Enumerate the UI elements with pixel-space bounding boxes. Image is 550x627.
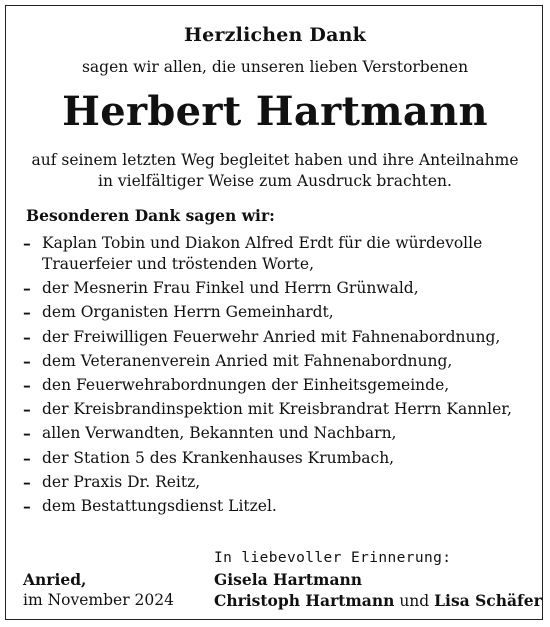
dash-icon: –: [23, 303, 31, 323]
dash-icon: –: [23, 234, 31, 253]
list-item-text: dem Bestattungsdienst Litzel.: [42, 496, 277, 515]
list-item-text: der Mesnerin Frau Finkel und Herrn Grünwald,: [42, 279, 419, 298]
list-item-text: den Feuerwehrabordnungen der Einheitsgemeinde,: [42, 375, 450, 394]
list-item: [20, 351, 540, 372]
thanks-message: [0, 150, 550, 192]
signer-and: und: [399, 592, 430, 610]
signer-1: Gisela Hartmann: [214, 570, 363, 589]
place-label: Anried,: [23, 570, 87, 589]
signer-2b: Lisa Schäfer: [434, 591, 542, 610]
heading-subtitle: sagen wir allen, die unseren lieben Verstorbenen: [81, 58, 469, 76]
dash-icon: –: [23, 327, 31, 347]
list-item-text: der Praxis Dr. Reitz,: [42, 472, 201, 491]
thanks-list: [20, 233, 540, 520]
list-item: [20, 375, 540, 396]
memory-label: In liebevoller Erinnerung:: [214, 550, 452, 566]
list-item-text: Kaplan Tobin und Diakon Alfred Erdt für die würdevolle: [42, 234, 483, 252]
list-item-text: Trauerfeier und tröstenden Worte,: [42, 255, 315, 273]
signer-2a: Christoph Hartmann: [214, 591, 395, 610]
list-item-text: der Kreisbrandinspektion mit Kreisbrandrat Herrn Kannler,: [42, 400, 512, 419]
list-item: [20, 302, 540, 323]
list-item: [20, 496, 540, 517]
list-item-text: der Freiwilligen Feuerwehr Anried mit Fahnenabordnung,: [42, 327, 501, 346]
place-date: [23, 569, 174, 611]
list-item: [20, 448, 540, 469]
list-item: [20, 423, 540, 444]
list-item: [20, 472, 540, 493]
signers: [214, 569, 542, 612]
list-item-text: allen Verwandten, Bekannten und Nachbarn,: [42, 424, 397, 443]
list-item: [20, 278, 540, 299]
dash-icon: –: [23, 400, 31, 420]
dash-icon: –: [23, 351, 31, 371]
dash-icon: –: [23, 448, 31, 468]
dash-icon: –: [23, 424, 31, 444]
thanks-message-line-1: auf seinem letzten Weg begleitet haben und ihre Anteilnahme: [31, 151, 519, 169]
dash-icon: –: [23, 279, 31, 299]
list-item: [20, 399, 540, 420]
list-item-text: dem Organisten Herrn Gemeinhardt,: [42, 303, 334, 322]
special-thanks-title: Besonderen Dank sagen wir:: [26, 206, 275, 225]
deceased-name: Herbert Hartmann: [62, 88, 488, 135]
date-label: im November 2024: [23, 591, 174, 609]
dash-icon: –: [23, 375, 31, 395]
list-item-text: der Station 5 des Krankenhauses Krumbach,: [42, 448, 395, 467]
thanks-message-line-2: in vielfältiger Weise zum Ausdruck brachten.: [98, 172, 452, 190]
list-item: [20, 233, 540, 275]
list-item-text: dem Veteranenverein Anried mit Fahnenabordnung,: [42, 351, 453, 370]
heading-title: Herzlichen Dank: [184, 24, 366, 46]
list-item: [20, 327, 540, 348]
dash-icon: –: [23, 496, 31, 516]
signer-2-line: [214, 590, 542, 612]
dash-icon: –: [23, 472, 31, 492]
